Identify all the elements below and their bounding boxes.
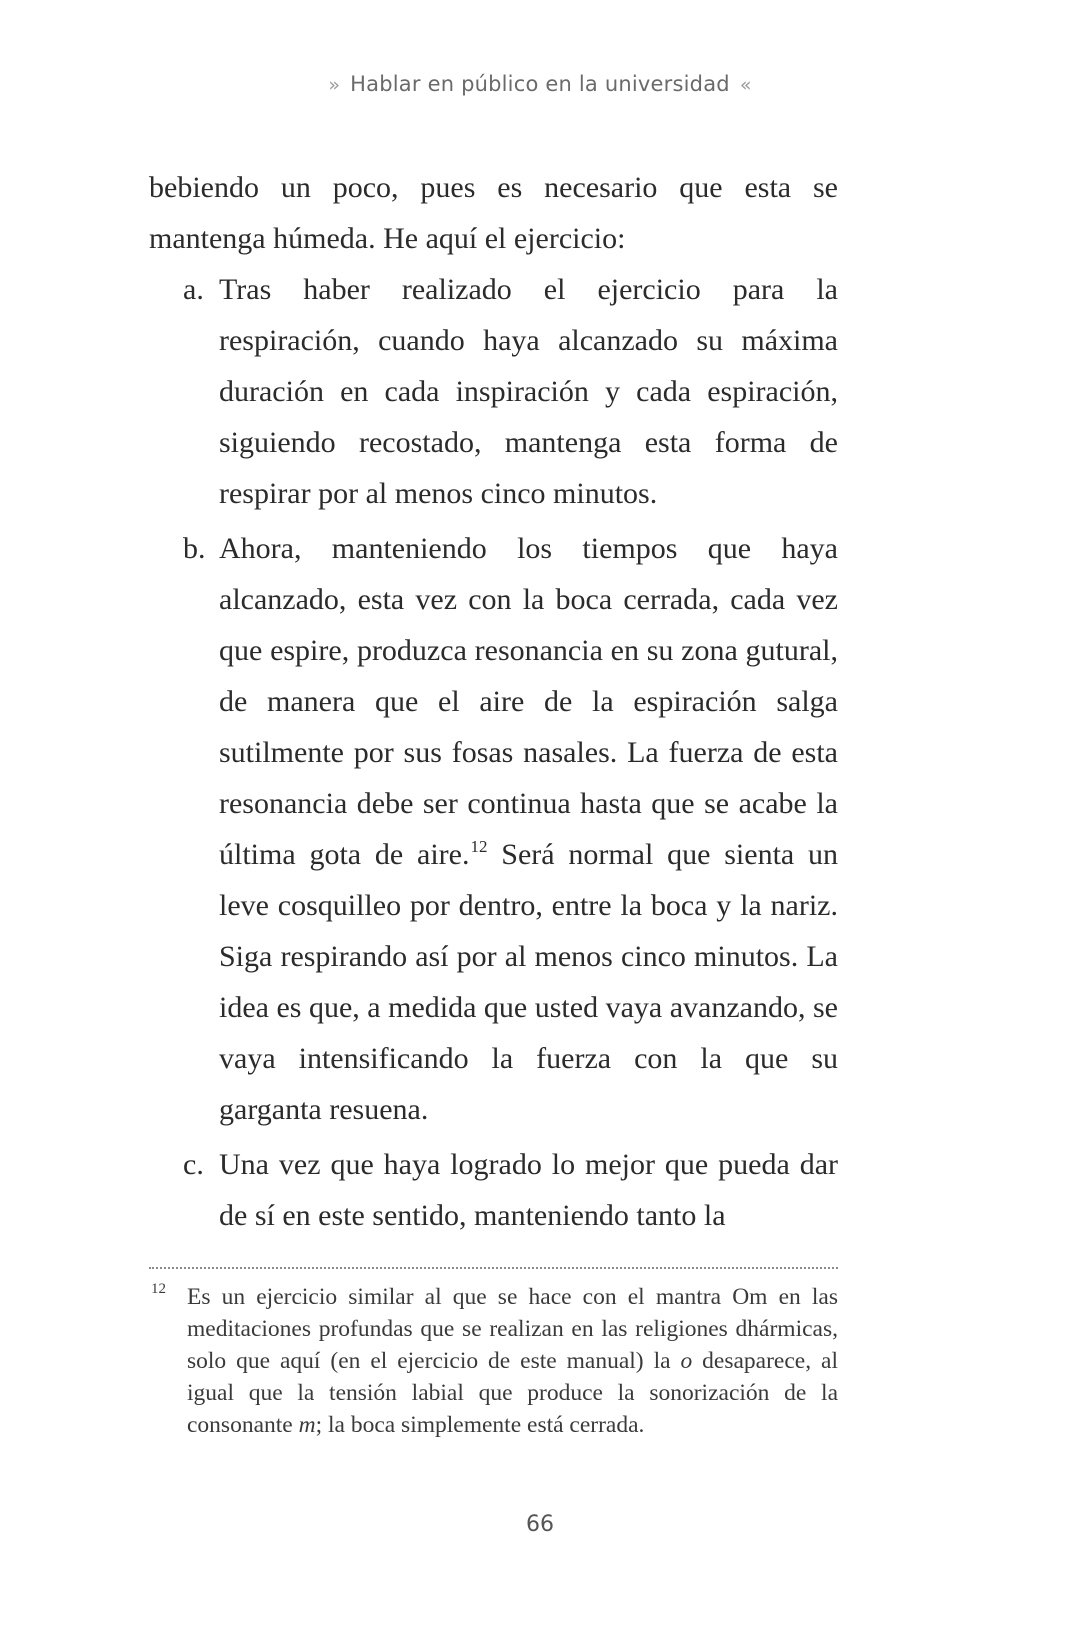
list-item-text: Tras haber realizado el ejercicio para la respiración, cuando haya alcanzado su máxima duración en cada inspiración y cada espiración, siguiendo recostado, mantenga esta forma de respirar por al menos cinco minutos.: [219, 273, 838, 510]
list-item-text-continued: Será normal que sienta un leve cosquilleo por dentro, entre la boca y la nariz. Siga respirando así por al menos cinco minutos. La idea es que, a medida que usted vaya avanzando, se vaya intensificando la fuerza con la que su garganta resuena.: [219, 838, 839, 1126]
footnote: [149, 1281, 838, 1441]
list-item-c: [149, 1139, 838, 1241]
list-item-text: Una vez que haya logrado lo mejor que pueda dar de sí en este sentido, manteniendo tanto la: [219, 1148, 838, 1232]
main-text: [149, 162, 838, 1241]
footnote-italic-letter: o: [680, 1348, 693, 1374]
footnote-reference[interactable]: 12: [470, 837, 488, 856]
page-number: 66: [526, 1512, 554, 1537]
list-item-a: [149, 264, 838, 519]
list-item-b: [149, 523, 838, 1135]
list-marker: b.: [183, 532, 206, 565]
exercise-steps-list: [149, 264, 838, 1241]
footnote-text-part: desaparece, al igual que la tensión labial que produce la sonorización de la consonante: [187, 1348, 838, 1438]
footnote-divider: [149, 1267, 838, 1269]
footnote-text-part: ; la boca simplemente está cerrada.: [315, 1412, 645, 1438]
footnote-text-part: Es un ejercicio similar al que se hace con el mantra Om en las meditaciones profundas que se realizan en las religiones dhármicas, solo que aquí (en el ejercicio de este manual) la: [187, 1284, 838, 1374]
running-header: [0, 72, 1080, 96]
list-item-text: Ahora, manteniendo los tiempos que haya alcanzado, esta vez con la boca cerrada, cada vez que espire, produzca resonancia en su zona gutural, de manera que el aire de la espiración salga sutilmente por sus fosas nasales. La fuerza de esta resonancia debe ser continua hasta que se acabe la última gota de aire.: [219, 532, 838, 871]
footnote-text: [187, 1281, 838, 1441]
intro-paragraph: bebiendo un poco, pues es necesario que esta se mantenga húmeda. He aquí el ejercicio:: [149, 171, 838, 255]
list-marker: c.: [183, 1148, 204, 1181]
book-title: Hablar en público en la universidad: [350, 72, 730, 96]
header-right-mark: «: [739, 74, 752, 96]
list-marker: a.: [183, 273, 204, 306]
footnote-marker: 12: [151, 1281, 166, 1297]
header-left-mark: »: [328, 74, 341, 96]
footnote-italic-letter: m: [298, 1412, 316, 1438]
